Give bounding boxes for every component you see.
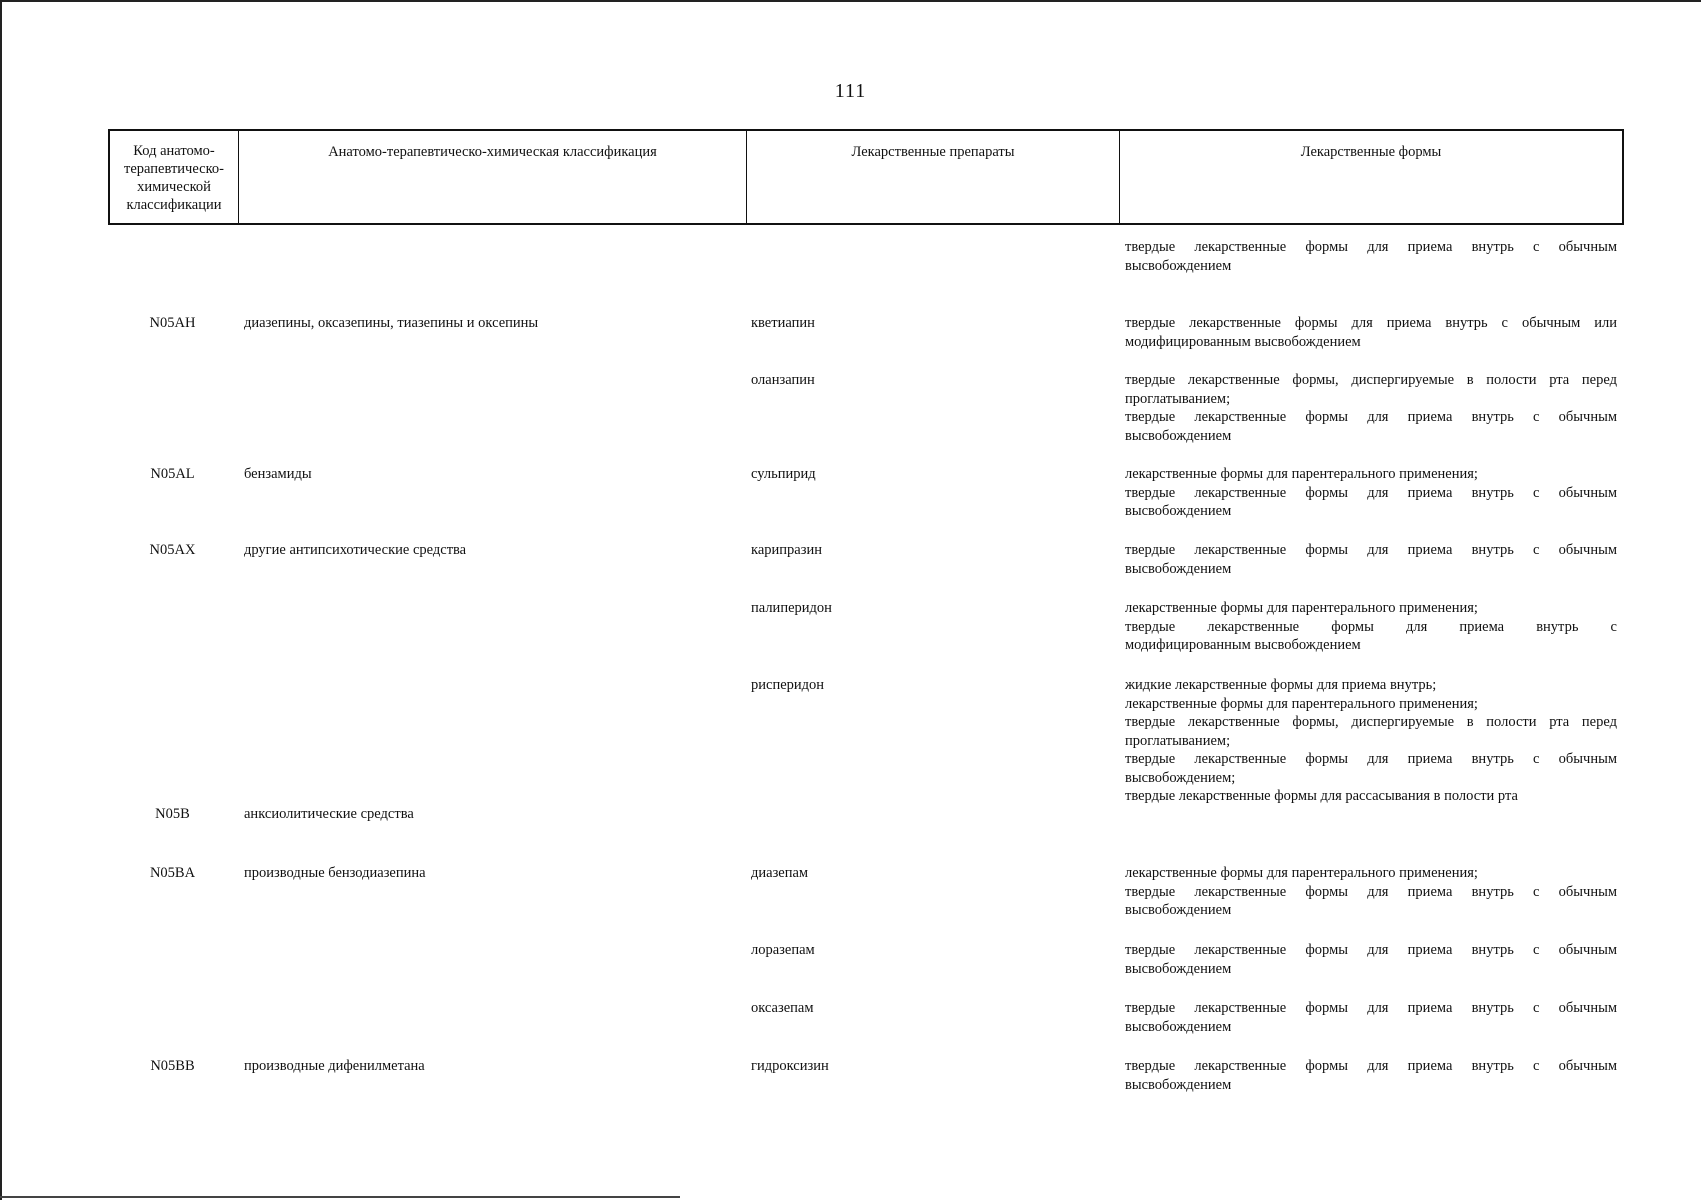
dosage-form-line: модифицированным высвобождением <box>1125 637 1361 653</box>
dosage-forms <box>1125 864 1617 920</box>
dosage-form-line: твердые лекарственные формы, диспергируемые в полости рта перед <box>1125 372 1617 388</box>
scan-edge-top <box>0 0 1701 2</box>
dosage-form-line: лекарственные формы для парентерального применения; <box>1125 466 1478 482</box>
drug-name: палиперидон <box>751 600 832 616</box>
drug-name: сульпирид <box>751 466 816 482</box>
dosage-form-line: лекарственные формы для парентерального применения; <box>1125 865 1478 881</box>
drug-name: оланзапин <box>751 372 815 388</box>
dosage-form-line: твердые лекарственные формы для приема внутрь с обычным <box>1125 542 1617 558</box>
dosage-forms <box>1125 941 1617 978</box>
dosage-form-line: твердые лекарственные формы для приема внутрь с обычным <box>1125 883 1617 900</box>
header-code-column <box>110 131 239 223</box>
scan-edge-left <box>0 0 2 1200</box>
table-header <box>108 129 1624 225</box>
dosage-form-line: высвобождением <box>1125 1018 1232 1035</box>
dosage-form-line: твердые лекарственные формы для приема внутрь с обычным <box>1125 942 1617 958</box>
atc-code: N05AX <box>149 542 196 558</box>
dosage-form-line: твердые лекарственные формы для приема внутрь с обычным или <box>1125 315 1617 331</box>
atc-classification: анксиолитические средства <box>244 806 414 822</box>
dosage-form-line: твердые лекарственные формы для приема внутрь с обычным <box>1125 484 1617 501</box>
atc-code: N05AH <box>149 315 196 331</box>
dosage-forms <box>1125 999 1617 1036</box>
dosage-forms <box>1125 238 1617 275</box>
header-forms-column: Лекарственные формы <box>1300 144 1442 160</box>
dosage-form-line: твердые лекарственные формы для приема внутрь с <box>1125 618 1617 635</box>
header-code-line: Код анатомо- <box>133 143 215 159</box>
dosage-form-line: твердые лекарственные формы для приема внутрь с обычным <box>1125 1000 1617 1016</box>
dosage-form-line: лекарственные формы для парентерального применения; <box>1125 695 1478 712</box>
dosage-forms <box>1125 676 1617 806</box>
dosage-forms <box>1125 1057 1617 1094</box>
atc-classification: другие антипсихотические средства <box>244 542 467 558</box>
dosage-forms <box>1125 541 1617 578</box>
drug-name: рисперидон <box>751 677 825 693</box>
dosage-form-line: модифицированным высвобождением <box>1125 333 1361 350</box>
dosage-forms <box>1125 371 1617 445</box>
dosage-form-line: твердые лекарственные формы для приема внутрь с обычным <box>1125 239 1617 255</box>
dosage-form-line: высвобождением <box>1125 427 1232 444</box>
dosage-forms <box>1125 599 1617 655</box>
dosage-forms <box>1125 314 1617 351</box>
dosage-form-line: высвобождением; <box>1125 769 1236 786</box>
dosage-form-line: высвобождением <box>1125 902 1232 918</box>
drug-name: лоразепам <box>751 942 815 958</box>
dosage-form-line: жидкие лекарственные формы для приема внутрь; <box>1125 677 1437 693</box>
atc-code: N05AL <box>150 466 195 482</box>
dosage-form-line: лекарственные формы для парентерального применения; <box>1125 600 1478 616</box>
atc-code: N05BB <box>150 1058 195 1074</box>
dosage-forms <box>1125 465 1617 521</box>
dosage-form-line: твердые лекарственные формы для приема внутрь с обычным <box>1125 1058 1617 1074</box>
header-code-line: терапевтическо- <box>124 161 224 177</box>
drug-name: карипразин <box>751 542 822 558</box>
drug-name: гидроксизин <box>751 1058 829 1074</box>
dosage-form-line: твердые лекарственные формы для приема внутрь с обычным <box>1125 751 1617 767</box>
atc-classification: бензамиды <box>244 466 312 482</box>
header-code-line: классификации <box>126 197 222 213</box>
dosage-form-line: твердые лекарственные формы для рассасывания в полости рта <box>1125 788 1518 804</box>
atc-code: N05BA <box>149 865 196 881</box>
dosage-form-line: твердые лекарственные формы, диспергируемые в полости рта перед <box>1125 714 1617 730</box>
atc-classification: производные бензодиазепина <box>244 865 426 881</box>
dosage-form-line: проглатыванием; <box>1125 732 1231 749</box>
dosage-form-line: высвобождением <box>1125 503 1232 519</box>
header-drugs-column: Лекарственные препараты <box>747 131 1120 223</box>
dosage-form-line: твердые лекарственные формы для приема внутрь с обычным <box>1125 409 1617 425</box>
scan-edge-bottom <box>0 1196 680 1198</box>
dosage-form-line: высвобождением <box>1125 560 1232 577</box>
drug-name: оксазепам <box>751 1000 814 1016</box>
drug-name: кветиапин <box>751 315 815 331</box>
header-classification-column: Анатомо-терапевтическо-химическая классификация <box>239 131 747 223</box>
atc-code: N05B <box>155 806 190 822</box>
page-number: 111 <box>834 80 867 102</box>
atc-classification: производные дифенилметана <box>244 1058 425 1074</box>
dosage-form-line: высвобождением <box>1125 1076 1232 1093</box>
dosage-form-line: проглатыванием; <box>1125 390 1231 407</box>
dosage-form-line: высвобождением <box>1125 257 1232 274</box>
header-code-line: химической <box>137 179 211 195</box>
drug-name: диазепам <box>751 865 809 881</box>
atc-classification: диазепины, оксазепины, тиазепины и оксепины <box>244 315 539 331</box>
dosage-form-line: высвобождением <box>1125 960 1232 977</box>
